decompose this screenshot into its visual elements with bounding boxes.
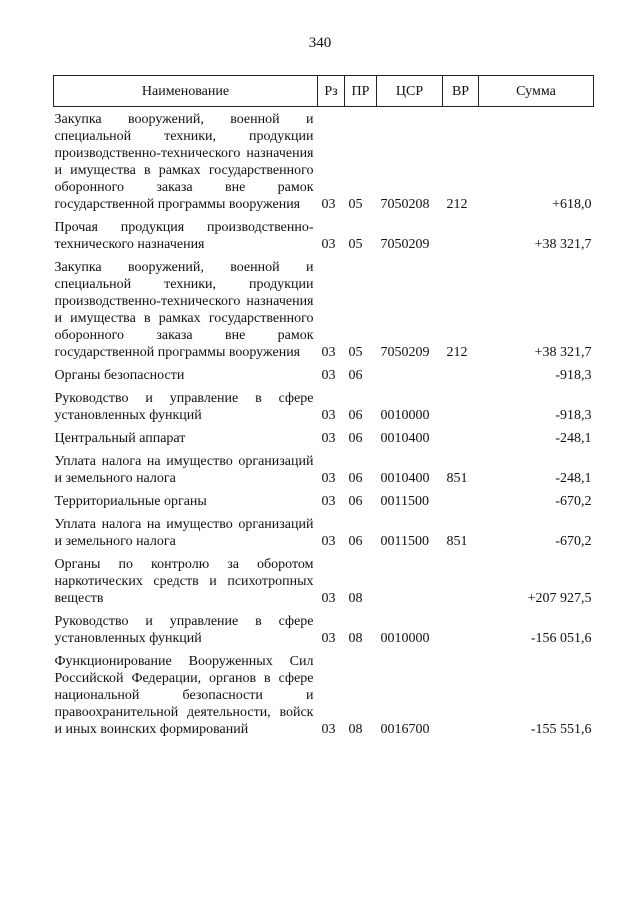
row-pr: 06 bbox=[348, 471, 363, 486]
row-sum: -670,2 bbox=[555, 534, 592, 549]
row-rz: 03 bbox=[321, 494, 336, 509]
row-sum: +207 927,5 bbox=[527, 591, 592, 606]
row-sum: -670,2 bbox=[555, 494, 592, 509]
row-vr bbox=[443, 607, 479, 647]
row-pr: 06 bbox=[348, 368, 363, 383]
page-number: 340 bbox=[308, 35, 332, 51]
row-rz: 03 bbox=[321, 722, 336, 737]
row-sum: -156 051,6 bbox=[530, 631, 592, 646]
row-sum: +618,0 bbox=[552, 197, 592, 212]
header-name: Наименование bbox=[54, 76, 318, 107]
row-csr: 0011500 bbox=[380, 494, 429, 509]
row-csr: 0010400 bbox=[380, 431, 430, 446]
row-rz: 03 bbox=[321, 368, 336, 383]
row-sum: +38 321,7 bbox=[534, 345, 592, 360]
row-vr: 851 bbox=[446, 534, 468, 549]
table-row bbox=[54, 361, 594, 384]
row-name: Уплата налога на имущество организаций и земельного налога bbox=[54, 517, 314, 549]
budget-table bbox=[53, 75, 594, 738]
row-pr: 06 bbox=[348, 494, 363, 509]
header-vr: ВР bbox=[443, 76, 479, 107]
header-pr: ПР bbox=[345, 76, 377, 107]
row-pr: 05 bbox=[348, 237, 363, 252]
table-row bbox=[54, 447, 594, 487]
row-sum: -155 551,6 bbox=[530, 722, 592, 737]
row-name: Руководство и управление в сфере установленных функций bbox=[54, 614, 314, 646]
row-sum: -918,3 bbox=[555, 408, 592, 423]
row-pr: 06 bbox=[348, 534, 363, 549]
row-vr bbox=[443, 384, 479, 424]
row-name: Уплата налога на имущество организаций и земельного налога bbox=[54, 454, 314, 486]
row-vr: 851 bbox=[446, 471, 468, 486]
row-name: Территориальные органы bbox=[54, 494, 207, 509]
row-vr bbox=[443, 424, 479, 447]
row-csr: 0016700 bbox=[380, 722, 430, 737]
header-sum: Сумма bbox=[479, 76, 594, 107]
row-vr bbox=[443, 487, 479, 510]
row-csr: 7050209 bbox=[380, 237, 430, 252]
row-rz: 03 bbox=[321, 197, 336, 212]
row-pr: 08 bbox=[348, 722, 363, 737]
table-row bbox=[54, 647, 594, 738]
row-pr: 06 bbox=[348, 408, 363, 423]
table-row bbox=[54, 607, 594, 647]
row-csr: 0010000 bbox=[380, 631, 430, 646]
table-row bbox=[54, 253, 594, 361]
table-row bbox=[54, 550, 594, 607]
row-vr bbox=[443, 361, 479, 384]
row-csr bbox=[377, 361, 443, 384]
row-pr: 08 bbox=[348, 631, 363, 646]
row-rz: 03 bbox=[321, 237, 336, 252]
table-row bbox=[54, 107, 594, 214]
row-csr: 7050209 bbox=[380, 345, 430, 360]
row-name: Руководство и управление в сфере установленных функций bbox=[54, 391, 314, 423]
table-header-row bbox=[54, 76, 594, 107]
row-sum: -918,3 bbox=[555, 368, 592, 383]
row-csr: 0010400 bbox=[380, 471, 430, 486]
row-sum: -248,1 bbox=[555, 431, 592, 446]
row-pr: 08 bbox=[348, 591, 363, 606]
row-csr: 7050208 bbox=[380, 197, 430, 212]
row-name: Центральный аппарат bbox=[54, 431, 186, 446]
table-row bbox=[54, 213, 594, 253]
row-name: Органы по контролю за оборотом наркотических средств и психотропных веществ bbox=[54, 557, 314, 606]
row-pr: 06 bbox=[348, 431, 363, 446]
header-csr: ЦСР bbox=[377, 76, 443, 107]
row-name: Закупка вооружений, военной и специальной техники, продукции производственно-технического назначения и имущества в рамках государственного оборонного заказа вне рамок государственной программы вооружения bbox=[54, 260, 314, 360]
row-rz: 03 bbox=[321, 471, 336, 486]
row-csr bbox=[377, 550, 443, 607]
row-csr: 0010000 bbox=[380, 408, 430, 423]
table-row bbox=[54, 424, 594, 447]
row-rz: 03 bbox=[321, 431, 336, 446]
row-name: Органы безопасности bbox=[54, 368, 185, 383]
header-rz: Рз bbox=[318, 76, 345, 107]
row-vr bbox=[443, 647, 479, 738]
row-csr: 0011500 bbox=[380, 534, 429, 549]
row-name: Закупка вооружений, военной и специальной техники, продукции производственно-технического назначения и имущества в рамках государственного оборонного заказа вне рамок государственной программы вооружения bbox=[54, 112, 314, 212]
row-vr: 212 bbox=[446, 345, 468, 360]
row-pr: 05 bbox=[348, 345, 363, 360]
table-row bbox=[54, 510, 594, 550]
row-vr bbox=[443, 213, 479, 253]
row-rz: 03 bbox=[321, 631, 336, 646]
row-rz: 03 bbox=[321, 591, 336, 606]
row-name: Прочая продукция производственно-технического назначения bbox=[54, 220, 314, 252]
row-sum: +38 321,7 bbox=[534, 237, 592, 252]
row-pr: 05 bbox=[348, 197, 363, 212]
row-vr: 212 bbox=[446, 197, 468, 212]
row-rz: 03 bbox=[321, 408, 336, 423]
row-rz: 03 bbox=[321, 345, 336, 360]
table-row bbox=[54, 384, 594, 424]
row-sum: -248,1 bbox=[555, 471, 592, 486]
row-name: Функционирование Вооруженных Сил Российской Федерации, органов в сфере национальной безопасности и правоохранительной деятельности, войск и иных воинских формирований bbox=[54, 654, 314, 737]
table-row bbox=[54, 487, 594, 510]
row-rz: 03 bbox=[321, 534, 336, 549]
row-vr bbox=[443, 550, 479, 607]
